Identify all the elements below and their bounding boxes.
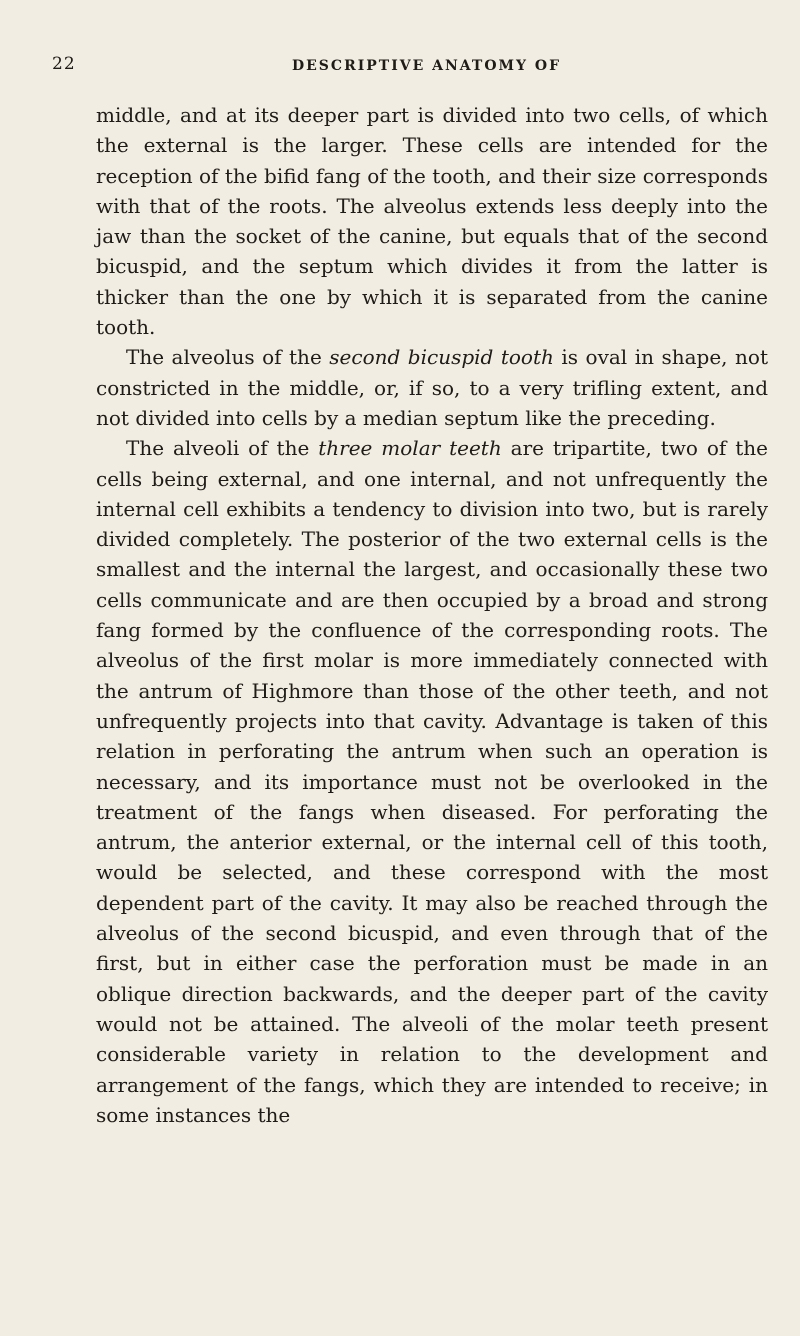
paragraph-molar-teeth	[96, 433, 768, 1130]
paragraph-text-after: are tripartite, two of the cells being external, and one internal, and not unfrequently the internal cell exhibits a tendency to division into two, but is rarely divided completely. The posterior of the two external cells is the smallest and the internal the largest, and occasionally these two cells communicate and are then occupied by a broad and strong fang formed by the confluence of the corresponding roots. The alveolus of the first molar is more immediately connected with the antrum of Highmore than those of the other teeth, and not unfrequently projects into that cavity. Advantage is taken of this relation in perforating the antrum when such an operation is necessary, and its importance must not be overlooked in the treatment of the fangs when diseased. For perforating the antrum, the anterior external, or the internal cell of this tooth, would be selected, and these correspond with the most dependent part of the cavity. It may also be reached through the alveolus of the second bicuspid, and even through that of the first, but in either case the perforation must be made in an oblique direction backwards, and the deeper part of the cavity would not be attained. The alveoli of the molar teeth present considerable variety in relation to the development and arrangement of the fangs, which they are intended to receive; in some instances the	[96, 436, 768, 1127]
running-head: DESCRIPTIVE ANATOMY OF	[292, 58, 562, 74]
paragraph-text-before: The alveoli of the	[126, 436, 319, 461]
paragraph-second-bicuspid	[96, 342, 768, 433]
paragraph-text-before: The alveolus of the	[126, 345, 330, 370]
paragraph-text: middle, and at its deeper part is divided into two cells, of which the external is the larger. These cells are intended for the reception of the bifid fang of the tooth, and their size corresponds with that of the roots. The alveolus extends less deeply into the jaw than the socket of the canine, but equals that of the second bicuspid, and the septum which divides it from the latter is thicker than the one by which it is separated from the canine tooth.	[96, 103, 768, 340]
paragraph-text-after: is oval in shape, not constricted in the middle, or, if so, to a very trifling extent, and not divided into cells by a median septum like the preceding.	[96, 345, 768, 430]
paragraph-emphasis: three molar teeth	[318, 436, 502, 461]
page-number: 22	[52, 54, 76, 74]
body-text	[96, 100, 768, 1130]
paragraph-emphasis: second bicuspid tooth	[329, 345, 554, 370]
page-header	[0, 54, 800, 84]
paragraph-continuation	[96, 100, 768, 342]
